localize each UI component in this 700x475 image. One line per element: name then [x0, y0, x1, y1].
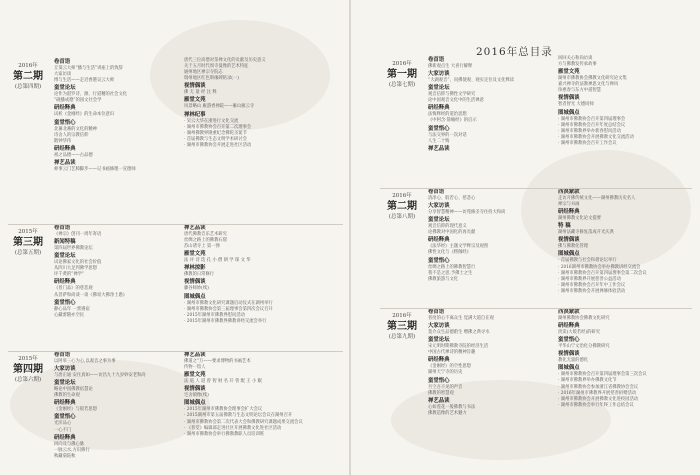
issue-total: (总第六期): [14, 377, 42, 383]
toc-entry: 心藏蕾随亦空民: [54, 312, 85, 318]
section-heading: 卷首语: [54, 225, 71, 231]
section-heading: 雁堂文苑: [184, 372, 206, 379]
toc-entry: 湖州佛教协会佛教文化研究: [558, 316, 610, 321]
divider: [380, 308, 692, 309]
toc-entry: 珍惠春与东方中道智慧: [558, 88, 601, 94]
toc-entry: · 首届佛教与社会和谐论坛举行: [558, 258, 617, 264]
toc-entry: 评千黄的“禅学”: [54, 272, 85, 278]
toc-entry: 师事云门艺肺脚步——记书画修理一宣德师: [54, 166, 136, 172]
issue-marker: [380, 60, 424, 89]
issue-column: [54, 224, 127, 319]
section-heading: 蛮堂悟心: [54, 299, 76, 306]
section-heading: 蛮堂论坛: [54, 85, 76, 92]
toc-entry: · 2015湖州市第五届佛教与生态文明论坛会议在湖州召开: [184, 413, 293, 419]
toc-entry: · 湖州市佛教协会召开工作会议: [558, 140, 617, 146]
toc-entry: 教化无量的德化: [558, 358, 589, 364]
issue-marker: [6, 228, 50, 257]
toc-entry: 湖州佛教文化论文提要: [558, 216, 601, 222]
toc-entry: 分享智慧精神——访苑修圣寺住持大和尚: [428, 210, 506, 216]
toc-entry: · 湖州市佛教协会参加浙江省佛教协会会议: [558, 384, 639, 390]
section-heading: 蛮堂悟心: [54, 119, 76, 126]
toc-entry: 丝绸之路上的佛教石窟: [184, 238, 227, 244]
toc-entry: 论作为湛罗诗、源、行道精的社会文化: [54, 92, 128, 98]
section-heading: 蛮堂悟心: [428, 257, 450, 264]
toc-entry: · 湖州市佛教协会召开年度总结会议: [558, 122, 626, 128]
section-heading: 雁堂文苑: [184, 97, 206, 104]
toc-entry: 宅舍镇像(续): [184, 393, 209, 399]
toc-entry: 论中国观音文化中的生活禅意: [428, 98, 484, 104]
section-heading: 蛮堂论坛: [428, 337, 450, 344]
toc-entry: 吾空吾不见的声音: [428, 384, 463, 390]
toc-entry: 《禅宗》创刊一周年寄语: [54, 232, 102, 237]
toc-entry: 心如莲花一般佛教与书法: [428, 404, 476, 410]
toc-entry: 佛与佛教化管理: [558, 244, 589, 250]
toc-entry: 祖之品德——古品德: [54, 152, 93, 158]
section-heading: 视情偶谈: [184, 83, 206, 90]
toc-entry: 淡读(大般若经)的研究: [558, 330, 601, 336]
issue-year: 2016年: [18, 63, 38, 69]
toc-entry: 苏山诸寺上 第一弹: [184, 244, 220, 250]
toc-entry: 与法交界的一次对话: [428, 132, 467, 138]
issue-total: (总第九期): [388, 334, 416, 340]
toc-entry: 《普门品》的慈悲观: [54, 286, 93, 292]
toc-entry: 方与佛教发传承故事: [558, 62, 597, 68]
toc-entry: 佛教的智慧观: [428, 390, 454, 396]
section-heading: 研经释典: [428, 237, 450, 244]
section-heading: 雁堂文苑: [558, 69, 580, 76]
toc-entry: 法 道 人 道 曾 智 财 名 开 曾 配 王 小 眠: [184, 379, 262, 385]
toc-entry: · 湖州市佛教文化研究课题启动仪式在湖州举行: [184, 300, 273, 306]
issue-marker: [380, 192, 424, 221]
toc-entry: · 2015年湖州市佛教界慰问活动: [184, 312, 245, 318]
toc-entry: 回向及与佛心脉: [54, 441, 85, 447]
section-heading: 禅艺品读: [184, 352, 206, 358]
toc-entry: 丝绸之路上的佛教智慧行: [428, 264, 476, 270]
issue-number: 第二期: [13, 71, 43, 82]
divider: [380, 188, 692, 189]
section-heading: 卷首语: [428, 189, 445, 195]
divider: [8, 224, 343, 225]
toc-entry: 观音信仰与佛性文学研究: [428, 92, 476, 98]
section-heading: 蛮堂论坛: [54, 253, 76, 260]
issue-marker: [6, 355, 50, 384]
section-heading: 大家访谈: [54, 366, 76, 373]
toc-entry: · 湖州市佛教协会举行佛教教职人员培训班: [184, 431, 265, 437]
toc-entry: 法 评 诗 选 孔 小 僧 朗 学 琛 文 华: [184, 258, 251, 264]
section-heading: 禅林纪事: [184, 111, 206, 118]
toc-entry: 以阿皋三心为心,以观音之事为事: [54, 359, 116, 364]
toc-entry: 论佛教对中国化的再贡献: [428, 230, 476, 236]
toc-entry: 回回关心和尚访谈: [558, 56, 593, 61]
toc-entry: 佛教旅游与文化: [428, 276, 459, 282]
toc-entry: 《中阿含·箭喻经》的启示: [428, 118, 477, 124]
toc-entry: 大家访谈: [54, 72, 72, 78]
issue-number: 第二期: [387, 201, 417, 212]
issue-marker: [380, 312, 424, 341]
toc-entry: · 2016湖州市佛教协会举办佛教讲经交流会: [558, 264, 641, 270]
issue-total: (总第七期): [388, 82, 416, 88]
toc-entry: · 湖州市佛教界开展慈善公益活动: [558, 276, 621, 282]
toc-entry: 清净心、般若心、慈悲心: [428, 196, 476, 201]
section-heading: 新闻特稿: [54, 239, 76, 246]
toc-entry: 嘉兴禅寺的法教禅思文化与禅风: [558, 82, 619, 88]
toc-entry: 瑞州地区红色斯缘碑铭录(一): [184, 76, 239, 82]
toc-entry: 从菩萨和尚谈一谈《佛说大佛净土愚》: [54, 292, 128, 298]
toc-entry: 佛教的日常修行: [184, 272, 215, 278]
toc-entry: 湖州市佛教协会佛教文化研究论文集: [558, 76, 627, 82]
issue-marker: [6, 62, 50, 91]
issue-column: [558, 308, 647, 409]
issue-total: (总第五期): [14, 250, 42, 256]
section-heading: 研经释典: [54, 279, 76, 286]
issue-total: (总第八期): [388, 214, 416, 220]
toc-entry: 普度的心不离众生 觉满大道自在观: [428, 316, 494, 321]
section-heading: 图城偶点: [558, 251, 580, 258]
toc-entry: 从四川大足到佛学思想: [54, 266, 97, 272]
toc-entry: 与唐正通 安住真如——访昌九十九岁妙安老和尚: [54, 373, 146, 379]
section-heading: 大家访谈: [428, 203, 450, 210]
toc-entry: · 湖州市佛教协会开展佛教文化交流活动: [558, 134, 634, 140]
section-heading: 卷首语: [54, 59, 71, 65]
toc-entry: · 湖州佛教界隆重纪念佛陀圣诞节: [184, 130, 247, 136]
divider: [8, 351, 343, 352]
toc-entry: · 湖州市佛教协会第二次代表大会和佛教研究课题成果交流会议: [184, 419, 303, 425]
page-title: 2016年总目录: [476, 46, 553, 58]
toc-entry: 禅宗与书画: [558, 202, 580, 208]
section-heading: 卷首语: [54, 352, 71, 358]
toc-entry: 关于五月时代周寺曼像的艺术特征: [184, 64, 249, 70]
section-heading: 特 稿: [558, 223, 571, 230]
issue-year: 2016年: [392, 313, 412, 319]
toc-entry: 丘葵云大师“播与生活”讲座上的致辞: [54, 66, 123, 71]
toc-entry: 试论佛家文化的社会价值: [54, 260, 102, 266]
toc-entry: · 湖州市佛教协会开展禅修体验活动: [558, 288, 626, 294]
toc-entry: 观音信仰的现代意义: [428, 224, 467, 230]
issue-year: 2016年: [392, 61, 412, 67]
toc-entry: · 湖州市佛教协会召开第二次理事会: [184, 124, 252, 130]
section-heading: 蛮堂悟心: [428, 125, 450, 132]
toc-entry: 智者智光 大德同师: [558, 102, 594, 108]
toc-entry: · 湖州市佛教界举办佛教文化节: [558, 378, 617, 384]
section-heading: 图城偶点: [184, 400, 206, 407]
toc-entry: 湖州天宁寺的历史: [428, 370, 463, 376]
section-heading: 研经释典: [54, 400, 76, 407]
section-heading: 禅艺品读: [428, 397, 450, 404]
section-heading: 雁堂文苑: [184, 251, 206, 258]
section-heading: 图城偶点: [558, 365, 580, 372]
issue-number: 第一期: [387, 69, 417, 80]
issue-number: 第四期: [13, 364, 43, 375]
section-heading: 研经释典: [54, 105, 76, 112]
toc-entry: “砚播成德”的国文社会学: [54, 98, 102, 104]
issue-number: 第三期: [13, 237, 43, 248]
section-heading: 禅艺品读: [54, 159, 76, 166]
section-heading: 蛮堂论坛: [428, 85, 450, 92]
issue-column: [428, 308, 494, 417]
issue-column: [428, 188, 505, 283]
issue-column: [184, 224, 273, 325]
toc-entry: · 2016年湖州市佛教界开展慈善捐赠活动: [558, 390, 637, 396]
section-heading: 大家访谈: [428, 323, 450, 330]
toc-entry: 《金刚经》与般若思想: [54, 407, 97, 413]
section-heading: 禅艺品读: [184, 225, 206, 231]
toc-entry: 风景略山 雁游香禅院——雁山雁云寺: [184, 104, 255, 110]
toc-entry: 人生二十悔: [428, 138, 450, 144]
issue-column: [184, 58, 266, 149]
toc-entry: 一脉云水,方识修行: [54, 447, 90, 453]
toc-entry: 中国古代禅诗的精神旨趣: [428, 350, 476, 356]
toc-entry: · 湖州市佛教协会召开第四届理事会: [558, 116, 626, 122]
toc-entry: 佛道之“万——要求博物的书画艺术: [184, 359, 251, 364]
section-heading: 视情偶谈: [184, 386, 206, 393]
toc-entry: · 湖州市佛教界举办新春慰问活动: [558, 128, 621, 134]
toc-entry: 藤谷师妙(续): [184, 286, 209, 292]
toc-entry: 湖州法藏寺修复落成开光庆典: [558, 230, 614, 236]
section-heading: 卷首语: [428, 57, 445, 63]
toc-entry: · 湖州市佛教协会召开第四届理事会第二次会议: [558, 270, 647, 276]
toc-entry: 博与生活——走近香港吴云大师: [54, 78, 115, 84]
toc-entry: 《法华经》主题文学释宗及观照: [428, 244, 489, 250]
section-heading: 视情偶谈: [558, 95, 580, 102]
toc-entry: 佛新观点生 大喜行解释: [428, 64, 473, 69]
toc-entry: 传物一馆人: [184, 365, 206, 371]
issue-number: 第三期: [387, 321, 417, 332]
section-heading: 蛮堂悟心: [54, 414, 76, 421]
toc-entry: 法悔释经的道治思想: [428, 112, 467, 118]
toc-entry: 莫介众生品德蔚生 赠佛之典寻水: [428, 330, 490, 336]
section-heading: 卷首语: [428, 309, 445, 315]
toc-entry: 略论中国佛教宿慧论: [54, 387, 93, 393]
toc-entry: 佛性文化与《楞伽经》: [428, 250, 471, 256]
toc-entry: 平华山宁文治化分佛教研究: [558, 344, 610, 350]
section-heading: 研经释典: [428, 357, 450, 364]
issue-year: 2015年: [18, 356, 38, 362]
issue-year: 2015年: [18, 229, 38, 235]
issue-column: [184, 351, 303, 438]
section-heading: 视情偶谈: [184, 279, 206, 286]
section-heading: 蛮堂论坛: [428, 217, 450, 224]
issue-column: [428, 56, 514, 153]
issue-year: 2016年: [392, 193, 412, 199]
toc-entry: 秋藏菊院秋: [54, 453, 76, 459]
toc-entry: 一心不门: [54, 427, 72, 433]
toc-entry: 唐代佛教音乐艺术研究: [184, 232, 227, 237]
toc-entry: 试析《金刚经》的生命本位意识: [54, 112, 115, 118]
section-heading: 研经释典: [54, 434, 76, 441]
toc-entry: 走访开佛传统文化——湖州佛教历史名人: [558, 196, 636, 201]
toc-entry: · 2015年湖州市佛教协会理事会扩大会议: [184, 407, 263, 413]
toc-entry: 北蕃北蕃的文化的精神: [54, 126, 97, 132]
section-heading: 蛮堂悟心: [428, 377, 450, 384]
section-heading: 西溟蒙款: [558, 309, 580, 315]
toc-entry: · 湖州市佛教协会举行年终工作总结会议: [558, 402, 634, 408]
toc-entry: · 《普觉》编辑部走进社区开展佛教文化进社区活动: [184, 425, 282, 431]
toc-entry: 唐代三位高僧对茶禅文化的贡献及历史意义: [184, 58, 266, 63]
toc-entry: 光洋品心: [54, 421, 72, 427]
toc-entry: 静心品年 一蕾遇宿: [54, 306, 90, 312]
toc-entry: · 首届佛教与生态文明学术研讨会: [184, 136, 247, 142]
toc-entry: · 湖州市佛教协会召开年中工作会议: [558, 282, 626, 288]
section-heading: 研经释典: [54, 145, 76, 152]
toc-entry: · 湖州市佛教协会第三届理事会第四次会议召开: [184, 306, 273, 312]
section-heading: 视情偶谈: [558, 351, 580, 358]
section-heading: 研经释典: [558, 323, 580, 330]
issue-column: [54, 351, 146, 460]
toc-entry: 佛教造像的艺术魅力: [428, 410, 467, 416]
section-heading: 研经释典: [428, 105, 450, 112]
toc-entry: 佛教的生命观: [54, 393, 80, 399]
toc-entry: · 湖州市佛教协会开展走进社区活动: [184, 142, 252, 148]
section-heading: 图城偶点: [558, 109, 580, 116]
section-heading: 蛮堂悟心: [558, 337, 580, 344]
toc-entry: · 湖州市佛教协会开展佛教文化进校园活动: [558, 396, 639, 402]
toc-entry: 佛 无 量 经 注 释: [184, 90, 217, 96]
toc-entry: 第四届世界佛教论坛: [54, 246, 93, 252]
toc-entry: 散钟华伟: [54, 138, 72, 144]
issue-column: [558, 188, 647, 295]
section-heading: 大家访谈: [428, 71, 450, 78]
issue-column: [558, 56, 634, 147]
toc-entry: · 2015年湖州市佛教界佛教讲经交流会举行: [184, 318, 267, 324]
issue-total: (总第四期): [14, 84, 42, 90]
toc-entry: 宋元明时期佛教寺院的经济生活: [428, 344, 489, 350]
toc-entry: 诗舍人的宗教信仰: [54, 132, 89, 138]
section-heading: 蛮堂论坛: [54, 380, 76, 387]
toc-entry: “大湖观音”、问佛使观、观实定位及文化释读: [428, 78, 515, 84]
section-heading: 禅林掠影: [184, 265, 206, 272]
section-heading: 西溟蒙款: [558, 189, 580, 195]
toc-entry: 《金刚经》的空性思想: [428, 364, 471, 370]
toc-entry: · 湖州市佛教协会召开第四届理事会第三次会议: [558, 372, 647, 378]
toc-entry: 通州地区禅宗寺院志: [184, 70, 223, 76]
section-heading: 研经释典: [558, 209, 580, 216]
section-heading: 禅艺品读: [428, 145, 450, 152]
section-heading: 视情偶谈: [558, 237, 580, 244]
section-heading: 图城偶点: [184, 293, 206, 300]
issue-column: [54, 58, 136, 173]
toc-entry: 我不是之思,予佛士之生: [428, 270, 473, 276]
toc-entry: · 吴云大华在浙进行文化交流: [184, 118, 239, 124]
